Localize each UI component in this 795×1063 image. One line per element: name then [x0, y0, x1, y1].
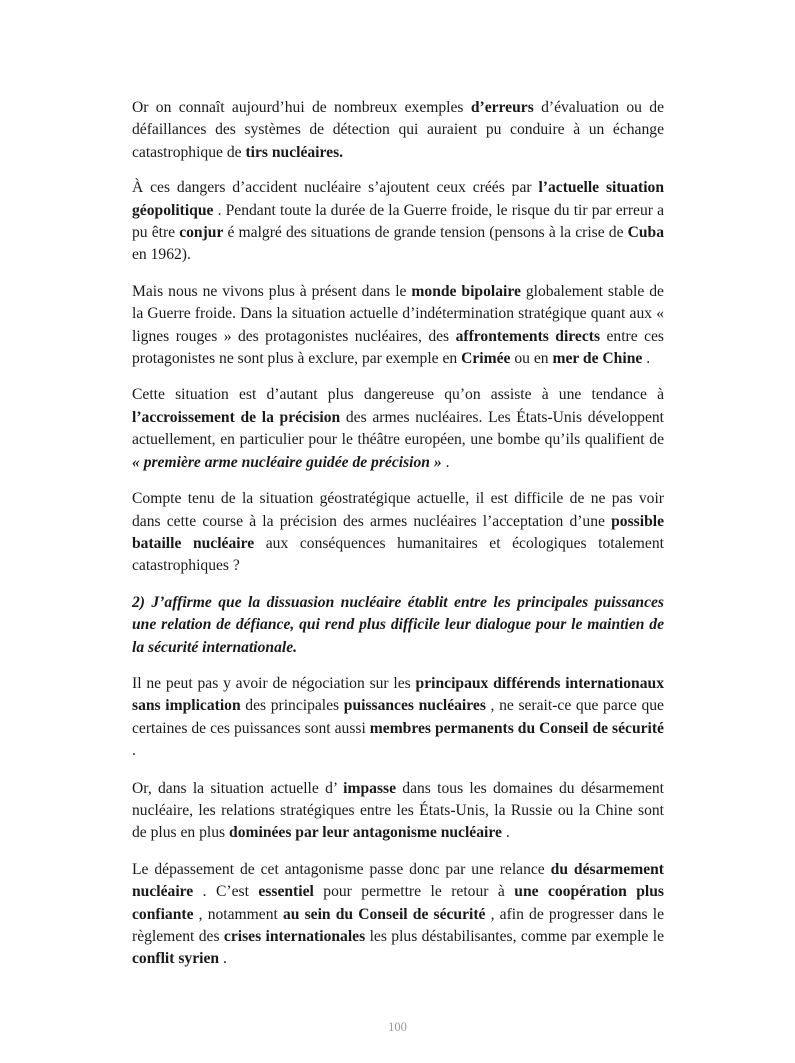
- bold-term: membres permanents du Conseil de sécurité: [369, 719, 664, 737]
- text-run: globalement stable de la Guerre froide. Dans la situation actuelle d’indétermination stratégique quant aux « lignes rouges » des protagonistes nucléaires, des: [132, 282, 664, 345]
- text-run: . Pendant toute la durée de la Guerre froide, le risque du tir par erreur a pu être: [132, 201, 664, 242]
- bold-term: principaux différends internationaux sans implication: [132, 674, 664, 715]
- section-heading: [132, 592, 664, 659]
- bold-term: monde bipolaire: [411, 282, 521, 300]
- text-run: Mais nous ne vivons plus à présent dans le: [132, 282, 412, 300]
- bold-term: au sein du Conseil de sécurité: [283, 905, 486, 923]
- text-run: , notamment: [193, 905, 283, 923]
- paragraph-8: [132, 859, 664, 971]
- paragraph-1: [132, 97, 664, 164]
- bold-term: mer de Chine: [552, 350, 643, 368]
- paragraph-2: [132, 177, 664, 267]
- text-run: Le dépassement de cet antagonisme passe donc par une relance: [132, 860, 551, 878]
- text-run: .: [132, 742, 136, 760]
- page-number: 100: [388, 1020, 407, 1034]
- text-run: des armes nucléaires. Les États-Unis développent actuellement, en particulier pour le théâtre européen, une bombe qu’ils qualifient de: [132, 408, 665, 449]
- text-run: en 1962).: [132, 246, 191, 264]
- text-run: .: [501, 824, 510, 842]
- text-run: .: [219, 950, 227, 968]
- text-run: Or on connaît aujourd’hui de nombreux exemples: [132, 99, 471, 116]
- bold-term: une coopération plus confiante: [132, 883, 664, 923]
- text-run: Or, dans la situation actuelle d’: [132, 779, 344, 797]
- bold-term: possible bataille nucléaire: [132, 512, 664, 552]
- bold-term: l’actuelle situation géopolitique: [132, 179, 664, 219]
- text-run: Cette situation est d’autant plus dangereuse qu’on assiste à une tendance à: [132, 386, 664, 404]
- bold-term: essentiel: [258, 883, 314, 901]
- emphasis-quote: « première arme nucléaire guidée de précision »: [132, 453, 442, 471]
- text-run: les plus déstabilisantes, comme par exemple le: [365, 928, 664, 945]
- text-run: é malgré des situations de grande tension (pensons à la crise de: [223, 224, 628, 242]
- bold-term: l’accroissement de la précision: [132, 408, 341, 426]
- bold-term: conjur: [179, 224, 224, 242]
- bold-term: affrontements directs: [455, 327, 601, 345]
- text-run: des principales: [240, 697, 344, 715]
- bold-term: dominées par leur antagonisme nucléaire: [229, 824, 502, 842]
- paragraph-3: [132, 281, 664, 371]
- paragraph-7: [132, 778, 664, 845]
- text-run: Compte tenu de la situation géostratégique actuelle, il est difficile de ne pas voir dans cette course à la précision des armes nucléaires l’acceptation d’une: [132, 490, 664, 530]
- bold-term: Cuba: [627, 224, 665, 242]
- text-run: .: [441, 453, 450, 471]
- text-run: entre ces protagonistes ne sont plus à exclure, par exemple en: [132, 327, 664, 368]
- bold-term: crises internationales: [223, 928, 366, 945]
- paragraph-6: [132, 673, 664, 763]
- document-page: [132, 97, 664, 985]
- bold-term: conflit syrien: [132, 950, 220, 968]
- text-run: .: [642, 350, 651, 368]
- bold-term: du désarmement nucléaire: [132, 860, 664, 901]
- bold-term: puissances nucléaires: [343, 697, 486, 715]
- bold-term: tirs nucléaires.: [245, 143, 344, 161]
- paragraph-4: [132, 384, 664, 474]
- text-run: . C’est: [193, 883, 259, 901]
- text-run: , ne serait-ce que parce que certaines de ces puissances sont aussi: [132, 697, 664, 737]
- text-run: , afin de progresser dans le règlement des: [132, 905, 664, 945]
- text-run: ou en: [510, 350, 553, 368]
- bold-term: impasse: [343, 779, 397, 797]
- paragraph-5: [132, 488, 664, 578]
- text-run: Il ne peut pas y avoir de négociation sur les: [132, 674, 416, 692]
- text-run: pour permettre le retour à: [313, 883, 515, 901]
- text-run: dans tous les domaines du désarmement nucléaire, les relations stratégiques entre les États-Unis, la Russie ou la Chine sont de plus en plus: [132, 779, 664, 842]
- bold-term: d’erreurs: [470, 99, 534, 116]
- text-run: 2) J’affirme que la dissuasion nucléaire établit entre les principales puissances une relation de défiance, qui rend plus difficile leur dialogue pour le maintien de la sécurité internationale.: [132, 593, 664, 656]
- text-run: aux conséquences humanitaires et écologiques totalement catastrophiques ?: [132, 534, 664, 575]
- bold-term: Crimée: [461, 350, 511, 368]
- text-run: À ces dangers d’accident nucléaire s’ajoutent ceux créés par: [132, 179, 539, 197]
- text-run: d’évaluation ou de défaillances des systèmes de détection qui auraient pu conduire à un échange catastrophique de: [132, 99, 664, 161]
